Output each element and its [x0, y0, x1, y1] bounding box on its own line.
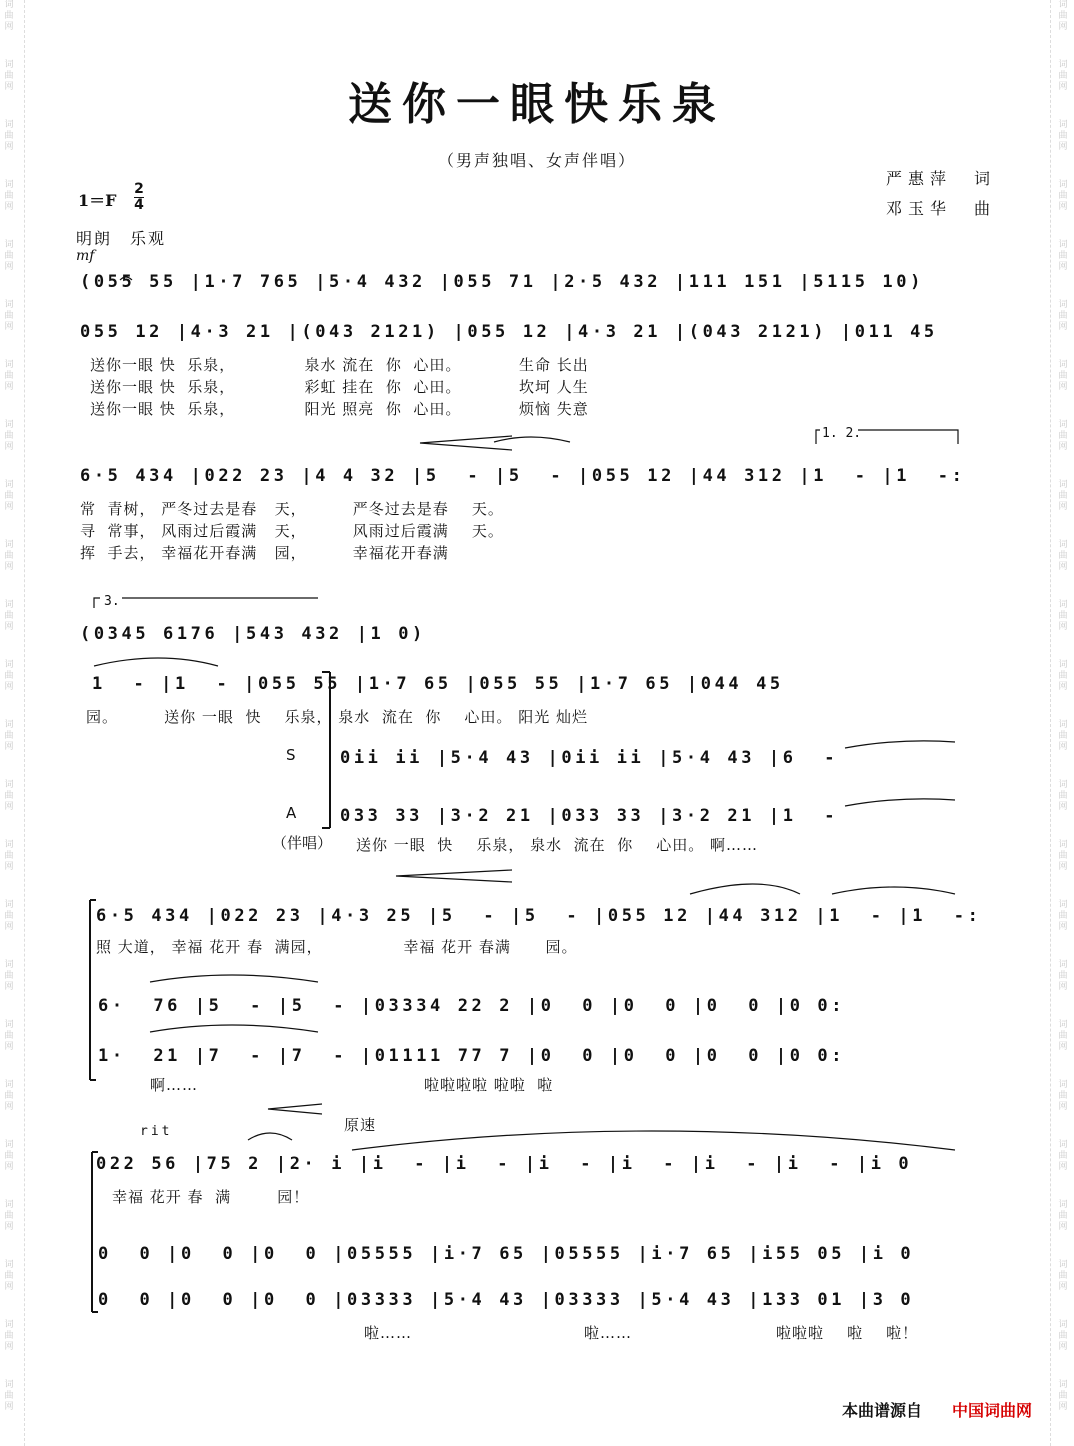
lyric-line-accompaniment: 啦啦啦 啦 啦！ [776, 1324, 919, 1342]
watermark-text: 词曲网 [4, 1260, 14, 1292]
watermark-text: 词曲网 [1058, 1380, 1068, 1412]
time-signature-bottom: 4 [134, 197, 144, 213]
lyric-line: 送你一眼 快 乐泉， 彩虹 挂在 你 心田。 坎坷 人生 [90, 378, 589, 396]
footer-source-label: 本曲谱源自 [842, 1401, 923, 1420]
notation-line-soprano: 6· 76 |5 - |5 - |03334 22 2 |0 0 |0 0 |0 0 |0 0: [98, 996, 846, 1016]
watermark-text: 词曲网 [4, 660, 14, 692]
lyric-line: 送你一眼 快 乐泉， 阳光 照亮 你 心田。 烦恼 失意 [90, 400, 589, 418]
tie-slur [494, 437, 570, 442]
tie-slur [352, 1131, 955, 1150]
watermark-text: 词曲网 [4, 600, 14, 632]
footer-brand-link[interactable]: 中国词曲网 [952, 1401, 1033, 1420]
notation-line-solo: 1 - |1 - |055 55 |1·7 65 |055 55 |1·7 65 |044 45 [92, 674, 784, 694]
watermark-text: 词曲网 [4, 840, 14, 872]
watermark-text: 词曲网 [1058, 960, 1068, 992]
watermark-text: 词曲网 [1058, 600, 1068, 632]
voice-label-accompaniment: （伴唱） [272, 834, 333, 852]
watermark-text: 词曲网 [1058, 480, 1068, 512]
tie-slur [94, 658, 218, 666]
watermark-text: 词曲网 [1058, 360, 1068, 392]
dynamic-marking: mf [76, 248, 95, 264]
watermark-text: 词曲网 [1058, 1020, 1068, 1052]
watermark-text: 词曲网 [4, 720, 14, 752]
tie-slur [845, 741, 955, 748]
watermark-text: 词曲网 [1058, 540, 1068, 572]
volta-3-label: 3. [104, 594, 120, 609]
watermark-text: 词曲网 [4, 900, 14, 932]
lyric-line-accompaniment: 送你 一眼 快 乐泉， 泉水 流在 你 心田。 啊…… [356, 836, 759, 854]
notation-line-alto: 0 0 |0 0 |0 0 |03333 |5·4 43 |03333 |5·4 43 |133 01 |3 0 [98, 1290, 915, 1310]
notation-line-alto: 1· 21 |7 - |7 - |01111 77 7 |0 0 |0 0 |0 0 |0 0: [98, 1046, 846, 1066]
composer-credit: 邓玉华 曲 [886, 199, 997, 218]
watermark-text: 词曲网 [4, 540, 14, 572]
watermark-text: 词曲网 [4, 180, 14, 212]
watermark-text: 词曲网 [1058, 1320, 1068, 1352]
watermark-text: 词曲网 [4, 240, 14, 272]
notation-line-soprano: 0 0 |0 0 |0 0 |05555 |i·7 65 |05555 |i·7 65 |i55 05 |i 0 [98, 1244, 915, 1264]
watermark-text: 词曲网 [4, 60, 14, 92]
lyric-line-accompaniment: 啦…… [584, 1324, 633, 1342]
crescendo-hairpin [396, 870, 512, 882]
watermark-text: 词曲网 [4, 480, 14, 512]
voice-label-soprano: S [286, 746, 296, 764]
watermark-text: 词曲网 [4, 960, 14, 992]
tie-slur [690, 884, 800, 894]
tie-slur [150, 1025, 318, 1032]
watermark-text: 词曲网 [1058, 720, 1068, 752]
watermark-text: 词曲网 [1058, 900, 1068, 932]
watermark-text: 词曲网 [1058, 420, 1068, 452]
voice-label-alto: A [286, 804, 297, 822]
watermark-text: 词曲网 [1058, 1260, 1068, 1292]
lyric-line: 挥 手去， 幸福花开春满 园， 幸福花开春满 [80, 544, 449, 562]
notation-line-solo: 022 56 |75 2 |2· i |i - |i - |i - |i - |i - |i - |i 0 [96, 1154, 913, 1174]
system-bracket [322, 672, 330, 828]
notation-line-verse-a: 055 12 |4·3 21 |(043 2121) |055 12 |4·3 21 |(043 2121) |011 45 [80, 322, 938, 342]
watermark-text: 词曲网 [4, 1320, 14, 1352]
tempo-marking: 明朗 乐观 [76, 229, 167, 248]
lyric-line-solo: 幸福 花开 春 满 园！ [112, 1188, 310, 1206]
watermark-text: 词曲网 [4, 300, 14, 332]
volta-bracket-3 [94, 598, 318, 608]
key-signature: 1＝F [78, 191, 117, 210]
crescendo-hairpin [268, 1104, 322, 1114]
volta-bracket-1-2 [816, 430, 958, 444]
lyric-line-accompaniment: 啦…… [364, 1324, 413, 1342]
watermark-text: 词曲网 [4, 1140, 14, 1172]
watermark-text: 词曲网 [1058, 60, 1068, 92]
watermark-text: 词曲网 [1058, 120, 1068, 152]
lyricist-credit: 严惠萍 词 [886, 169, 997, 188]
tie-slur [150, 975, 318, 982]
tie-slur [832, 887, 955, 894]
lyric-line-solo: 照 大道， 幸福 花开 春 满园， 幸福 花开 春满 园。 [96, 938, 578, 956]
tie-slur [845, 799, 955, 806]
watermark-text: 词曲网 [4, 1020, 14, 1052]
watermark-text: 词曲网 [1058, 1200, 1068, 1232]
subtitle: （男声独唱、女声伴唱） [437, 151, 636, 170]
lyric-line: 常 青树， 严冬过去是春 天， 严冬过去是春 天。 [80, 500, 504, 518]
notation-line-interlude: (0345 6176 |543 432 |1 0) [80, 624, 426, 644]
tie-slur [248, 1133, 292, 1140]
watermark-text: 词曲网 [1058, 1140, 1068, 1172]
notation-line-soprano: 0ii ii |5·4 43 |0ii ii |5·4 43 |6 - [340, 748, 839, 768]
watermark-text: 词曲网 [4, 420, 14, 452]
time-signature-top: 2 [134, 181, 144, 197]
watermark-text: 词曲网 [4, 1200, 14, 1232]
watermark-text: 词曲网 [1058, 1080, 1068, 1112]
notation-line-verse-b: 6·5 434 |022 23 |4 4 32 |5 - |5 - |055 12 |44 312 |1 - |1 -: [80, 466, 966, 486]
rit-marking: rit [140, 1124, 173, 1139]
notation-line-intro: (055 55 |1·7 765 |5·4 432 |055 71 |2·5 432 |111 151 |5115 10) [80, 272, 924, 292]
system-bracket [92, 1152, 98, 1312]
watermark-text: 词曲网 [1058, 840, 1068, 872]
notation-line-solo: 6·5 434 |022 23 |4·3 25 |5 - |5 - |055 12 |44 312 |1 - |1 -: [96, 906, 982, 926]
lyric-line: 送你一眼 快 乐泉， 泉水 流在 你 心田。 生命 长出 [90, 356, 589, 374]
lyric-line-solo: 园。 送你 一眼 快 乐泉， 泉水 流在 你 心田。 阳光 灿烂 [86, 708, 588, 726]
lyric-line: 寻 常事， 风雨过后霞满 天， 风雨过后霞满 天。 [80, 522, 504, 540]
watermark-text: 词曲网 [4, 360, 14, 392]
page-title: 送你一眼快乐泉 [348, 79, 726, 130]
watermark-text: 词曲网 [1058, 180, 1068, 212]
volta-1-2-label: 1. 2. [822, 426, 862, 441]
watermark-text: 词曲网 [4, 780, 14, 812]
watermark-text: 词曲网 [1058, 660, 1068, 692]
watermark-text: 词曲网 [4, 1080, 14, 1112]
lyric-line-accompaniment: 啦啦啦啦 啦啦 啦 [424, 1076, 554, 1094]
notation-line-alto: 033 33 |3·2 21 |033 33 |3·2 21 |1 - [340, 806, 839, 826]
watermark-text: 词曲网 [4, 1380, 14, 1412]
watermark-text: 词曲网 [1058, 240, 1068, 272]
tempo-primo-marking: 原速 [344, 1116, 377, 1134]
lyric-line-accompaniment: 啊…… [150, 1076, 199, 1094]
watermark-text: 词曲网 [4, 120, 14, 152]
crescendo-hairpin [420, 436, 512, 450]
tie-slur [120, 277, 132, 280]
watermark-text: 词曲网 [1058, 780, 1068, 812]
system-bracket [90, 900, 96, 1080]
watermark-text: 词曲网 [1058, 300, 1068, 332]
watermark-text: 词曲网 [1058, 0, 1068, 32]
watermark-text: 词曲网 [4, 0, 14, 32]
